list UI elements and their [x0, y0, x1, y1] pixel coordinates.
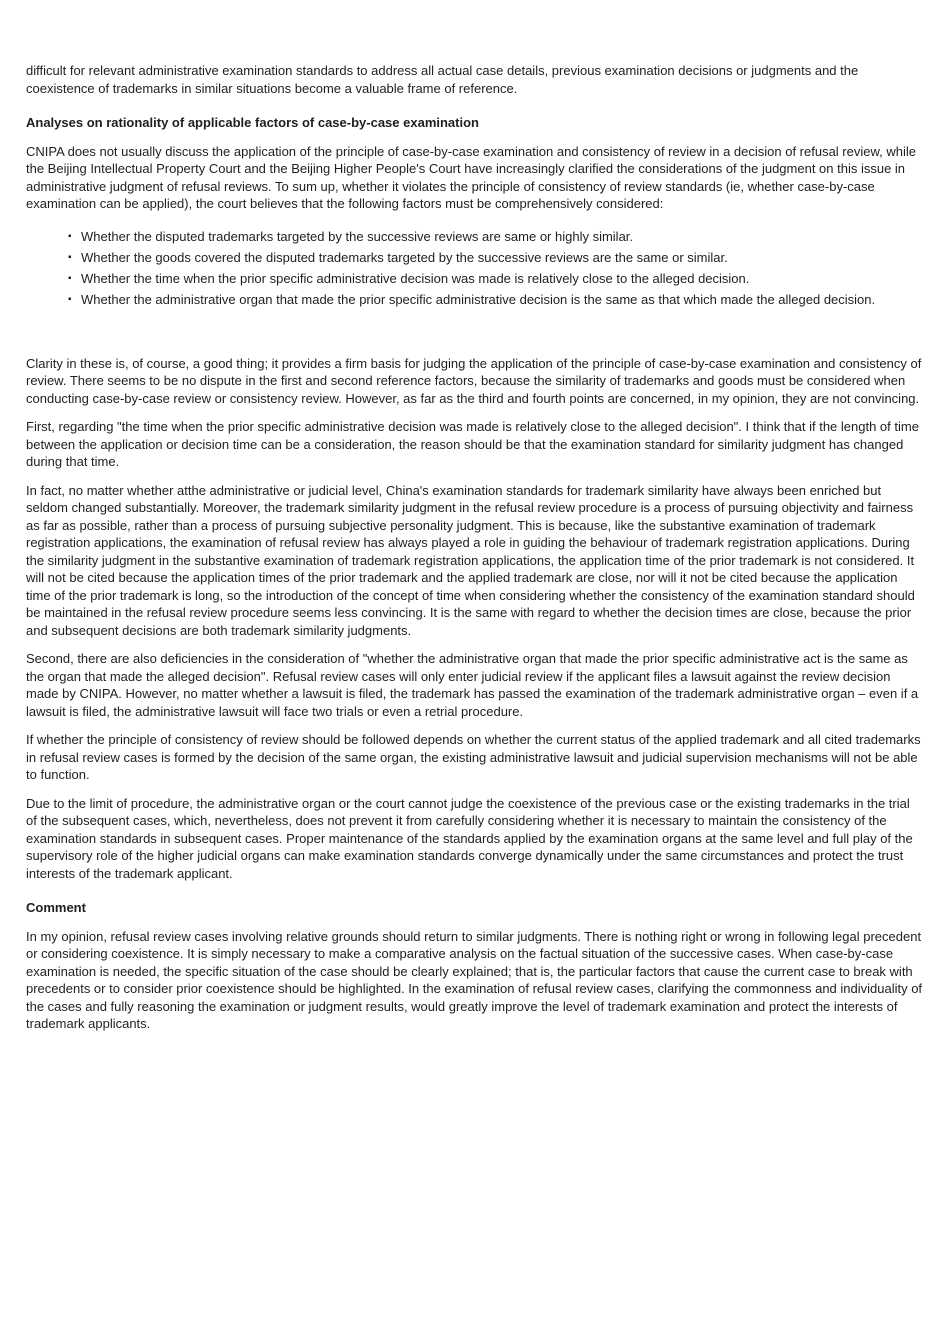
analysis-paragraph: Second, there are also deficiencies in the consideration of "whether the administrative organ that made the prior specific administrative act is the same as the organ that made the alleged decision". Refusal review cases will only enter judicial review if the applicant files a lawsuit against the review decision made by CNIPA. However, no matter whether a lawsuit is filed, the trademark has passed the examination of the trademark administrative organ – even if a lawsuit is filed, the administrative lawsuit will face two trials or even a retrial procedure.	[26, 651, 919, 719]
factor-item: ▪ Whether the disputed trademarks targeted by the successive reviews are same or highly similar.	[68, 226, 924, 247]
analysis-paragraph: Due to the limit of procedure, the administrative organ or the court cannot judge the coexistence of the previous case or the existing trademarks in the trial of the subsequent cases, which, nevertheless, does not prevent it from carefully considering whether it is necessary to maintain the consistency of the examination standards in subsequent cases. Proper maintenance of the standards applied by the examination organs at the same level and full play of the supervisory role of the higher judicial organs can make examination standards converge dynamically under the same circumstances and protect the trust interests of the trademark applicant.	[26, 795, 913, 881]
comment-paragraph: In my opinion, refusal review cases involving relative grounds should return to similar judgments. There is nothing right or wrong in following legal precedent or considering coexistence. It is simply necessary to make a comparative analysis on the factual situation of the successive cases. When case-by-case examination is needed, the specific situation of the case should be clearly explained; that is, the particular factors that cause the current case to break with precedents or to consider prior coexistence should be highlighted. In the examination of refusal review cases, clarifying the commonness and individuality of the cases and fully reasoning the examination or judgment results, would greatly improve the level of trademark examination and protect the interests of trademark applicants.	[26, 928, 923, 1032]
analysis-section-heading: Analyses on rationality of applicable factors of case-by-case examination	[26, 115, 479, 130]
analysis-paragraph: If whether the principle of consistency of review should be followed depends on whether the current status of the applied trademark and all cited trademarks in refusal review cases is formed by the decision of the same organ, the existing administrative lawsuit and judicial supervision mechanisms will not be able to function.	[26, 732, 921, 783]
factor-list	[26, 226, 924, 311]
comment-section-heading: Comment	[26, 900, 86, 916]
factor-item: ▪ Whether the goods covered the disputed trademarks targeted by the successive reviews are the same or similar.	[68, 247, 924, 268]
factor-item: ▪ Whether the time when the prior specific administrative decision was made is relatively close to the alleged decision.	[68, 268, 924, 289]
analysis-lead-paragraph: CNIPA does not usually discuss the application of the principle of case-by-case examination and consistency of review in a decision of refusal review, while the Beijing Intellectual Property Court and the Beijing Higher People's Court have increasingly clarified the considerations of the judgment on this issue in administrative judgment of refusal reviews. To sum up, whether it violates the principle of consistency of review standards (ie, whether case-by-case examination can be applied), the court believes that the following factors must be comprehensively considered:	[26, 143, 917, 211]
analysis-paragraph: In fact, no matter whether atthe administrative or judicial level, China's examination standards for trademark similarity have always been enriched but seldom changed substantially. Moreover, the trademark similarity judgment in the refusal review procedure is a process of pursuing objectivity and fairness as far as possible, rather than a process of pursuing subjective personality judgment. This is because, like the substantive examination of trademark registration applications, the examination of refusal review has always played a role in guiding the behaviour of trademark registration applications. During the similarity judgment in the substantive examination of trademark registration applications, the application time of the prior trademark is not considered. It will not be cited because the application times of the prior trademark and the applied trademark are close, nor will it not be cited because the application time of the prior trademark is long, so the introduction of the concept of time when considering whether the consistency of the examination standard should be maintained in the refusal review procedure seems less convincing. It is the same with regard to whether the decision times are close, because the prior and subsequent decisions are both trademark similarity judgments.	[26, 482, 915, 638]
analysis-paragraph: First, regarding "the time when the prior specific administrative decision was made is relatively close to the alleged decision". I think that if the length of time between the application or decision time can be a consideration, the reason should be that the examination standard for similarity judgment has changed during that time.	[26, 419, 919, 470]
factor-item: ▪ Whether the administrative organ that made the prior specific administrative decision is the same as that which made the alleged decision.	[68, 289, 924, 310]
intro-paragraph: difficult for relevant administrative examination standards to address all actual case details, previous examination decisions or judgments and the coexistence of trademarks in similar situations become a valuable frame of reference.	[26, 63, 859, 96]
analysis-paragraph: Clarity in these is, of course, a good thing; it provides a firm basis for judging the application of the principle of case-by-case examination and consistency of review. There seems to be no dispute in the first and second reference factors, because the similarity of trademarks and goods must be considered when conducting case-by-case review or consistency review. However, as far as the third and fourth points are concerned, in my opinion, they are not convincing.	[26, 355, 922, 406]
